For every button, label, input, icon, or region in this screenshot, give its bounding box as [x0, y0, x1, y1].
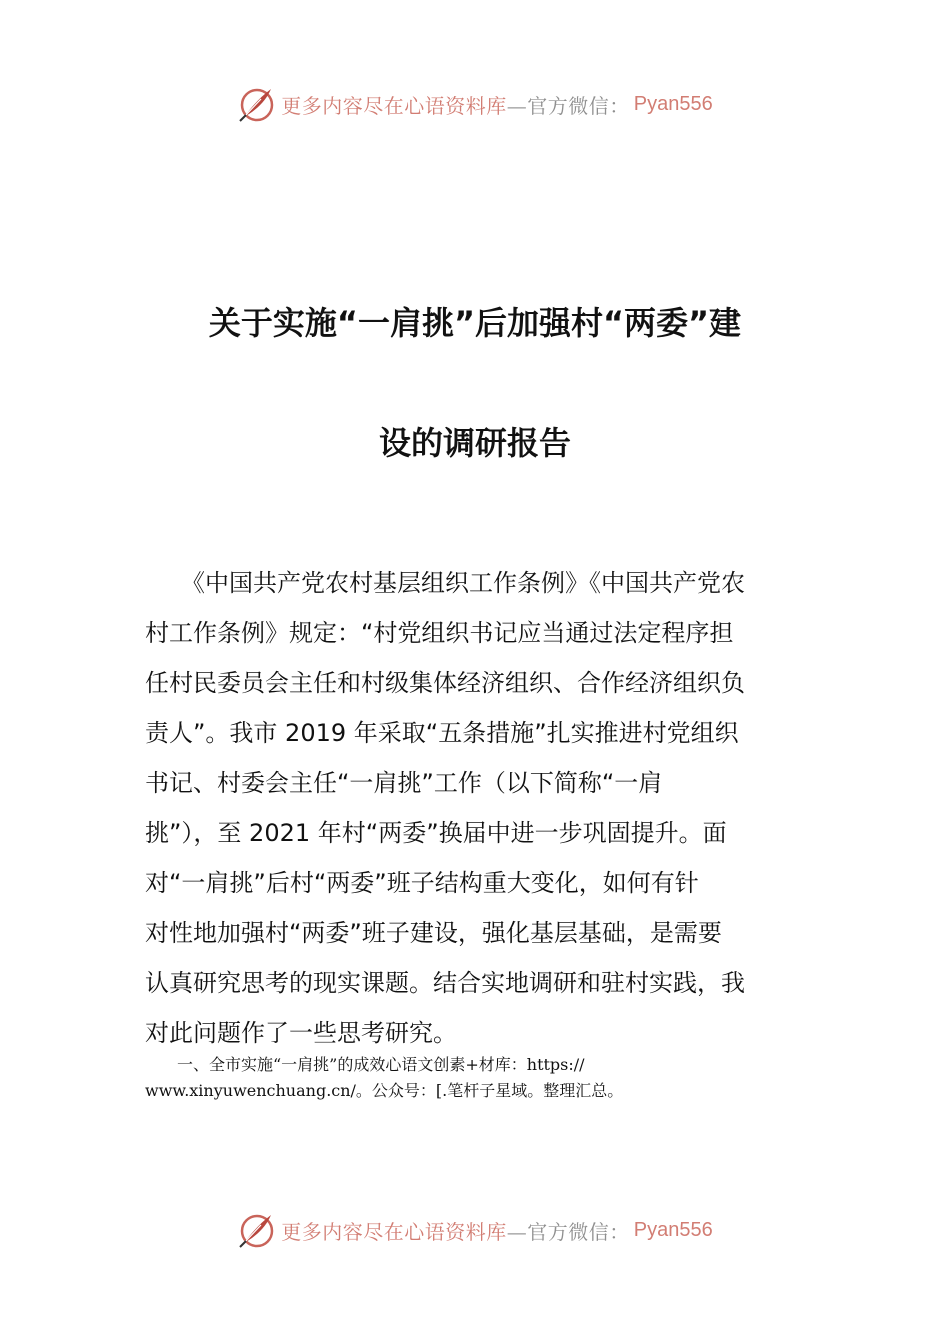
body-paragraph — [145, 558, 815, 1058]
banner-wechat-id: Pyan556 — [633, 92, 713, 115]
body-line: 书记、村委会主任“一肩挑”工作（以下简称“一肩 — [145, 769, 663, 797]
footer-banner — [0, 1208, 950, 1252]
body-line: 村工作条例》规定：“村党组织书记应当通过法定程序担 — [145, 619, 734, 647]
body-line: 任村民委员会主任和村级集体经济组织、合作经济组织负 — [145, 669, 745, 697]
body-line: 挑”），至 2021 年村“两委”换届中进一步巩固提升。面 — [145, 819, 727, 847]
banner-main-text: 更多内容尽在心语资料库 — [281, 1219, 507, 1244]
banner-separator: — — [506, 93, 528, 118]
document-title-line-2: 设的调研报告 — [378, 424, 571, 462]
quill-pen-circle-icon — [237, 84, 277, 124]
document-title-line-1: 关于实施“一肩挑”后加强村“两委”建 — [208, 304, 742, 342]
banner-sub-text: 官方微信： — [527, 93, 630, 118]
header-banner — [0, 82, 950, 126]
banner-wechat-id: Pyan556 — [633, 1218, 713, 1241]
note-line-2: www.xinyuwenchuang.cn/。公众号：[.笔杆子星域。整理汇总。 — [145, 1081, 624, 1100]
banner-sub-text: 官方微信： — [527, 1219, 630, 1244]
body-line: 《中国共产党农村基层组织工作条例》《中国共产党农 — [145, 569, 745, 597]
quill-pen-circle-icon — [237, 1210, 277, 1250]
body-line: 对性地加强村“两委”班子建设，强化基层基础，是需要 — [145, 919, 722, 947]
body-line: 对此问题作了一些思考研究。 — [145, 1019, 457, 1047]
body-line: 对“一肩挑”后村“两委”班子结构重大变化，如何有针 — [145, 869, 699, 897]
body-line: 责人”。我市 2019 年采取“五条措施”扎实推进村党组织 — [145, 719, 739, 747]
section-heading-note — [145, 1052, 825, 1104]
banner-main-text: 更多内容尽在心语资料库 — [281, 93, 507, 118]
body-line: 认真研究思考的现实课题。结合实地调研和驻村实践，我 — [145, 969, 745, 997]
note-line-1: 一、全市实施“一肩挑”的成效心语文创素+材库：https:// — [145, 1055, 585, 1074]
banner-separator: — — [506, 1219, 528, 1244]
